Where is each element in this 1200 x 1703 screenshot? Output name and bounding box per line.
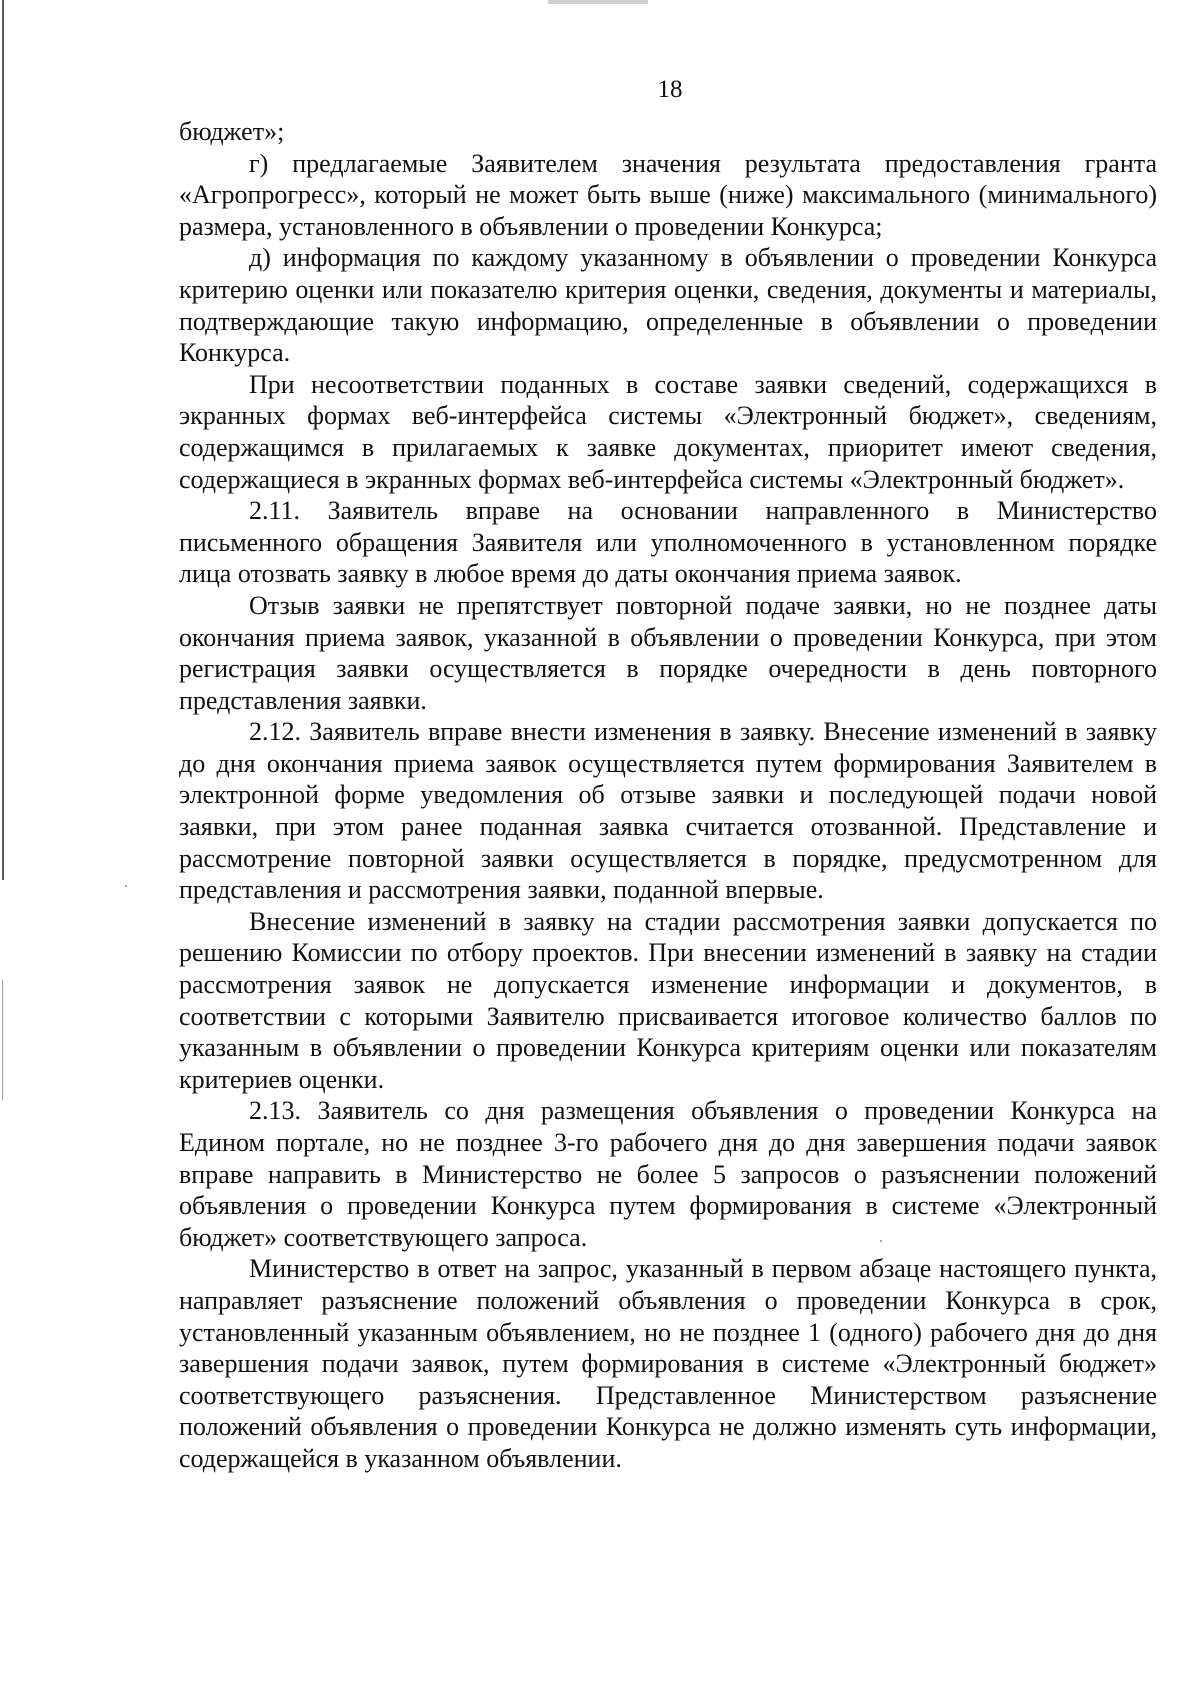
paragraph-withdrawal: Отзыв заявки не препятствует повторной подаче заявки, но не позднее даты окончания приема заявок, указанной в объявлении о проведении Конкурса, при этом регистрация заявки осуществляется в порядке очередности в день повторного представления заявки. <box>179 590 1157 715</box>
paragraph-clause-2-13: 2.13. Заявитель со дня размещения объявления о проведении Конкурса на Едином портале, но не позднее 3-го рабочего дня до дня завершения подачи заявок вправе направить в Министерство не более 5 запросов о разъяснении положений объявления о проведении Конкурса путем формирования в системе «Электронный бюджет» соответствующего запроса. <box>179 1096 1157 1252</box>
document-body <box>179 116 1157 1475</box>
paragraph-item-d: д) информация по каждому указанному в объявлении о проведении Конкурса критерию оценки или показателю критерия оценки, сведения, документы и материалы, подтверждающие такую информацию, определенные в объявлении о проведении Конкурса. <box>179 243 1157 368</box>
paragraph-mismatch-priority: При несоответствии поданных в составе заявки сведений, содержащихся в экранных формах веб-интерфейса системы «Электронный бюджет», сведениям, содержащимся в прилагаемых к заявке документах, приоритет имеют сведения, содержащиеся в экранных формах веб-интерфейса системы «Электронный бюджет». <box>179 369 1157 494</box>
scan-top-mark <box>548 0 648 4</box>
paragraph-item-g: г) предлагаемые Заявителем значения результата предоставления гранта «Агропрогресс», который не может быть выше (ниже) максимального (минимального) размера, установленного в объявлении о проведении Конкурса; <box>179 148 1157 241</box>
paragraph-ministry-response: Министерство в ответ на запрос, указанный в первом абзаце настоящего пункта, направляет разъяснение положений объявления о проведении Конкурса в срок, установленный указанным объявлением, но не позднее 1 (одного) рабочего дня до дня завершения подачи заявок, путем формирования в системе «Электронный бюджет» соответствующего разъяснения. Представленное Министерством разъяснение положений объявления о проведении Конкурса не должно изменять суть информации, содержащейся в указанном объявлении. <box>179 1254 1157 1473</box>
paragraph-clause-2-12: 2.12. Заявитель вправе внести изменения в заявку. Внесение изменений в заявку до дня окончания приема заявок осуществляется путем формирования Заявителем в электронной форме уведомления об отзыве заявки и последующей подачи новой заявки, при этом ранее поданная заявка считается отозванной. Представление и рассмотрение повторной заявки осуществляется в порядке, предусмотренном для представления и рассмотрения заявки, поданной впервые. <box>179 717 1157 905</box>
paragraph-changes-review: Внесение изменений в заявку на стадии рассмотрения заявки допускается по решению Комиссии по отбору проектов. При внесении изменений в заявку на стадии рассмотрения заявок не допускается изменение информации и документов, в соответствии с которыми Заявителю присваивается итоговое количество баллов по указанным в объявлении о проведении Конкурса критериям оценки или показателям критериев оценки. <box>179 906 1157 1094</box>
paragraph-continuation: бюджет»; <box>179 117 285 146</box>
scan-speck <box>880 1240 882 1242</box>
scan-edge-line-lower <box>2 980 3 1100</box>
scan-speck <box>125 885 127 887</box>
page-number: 18 <box>657 76 683 103</box>
paragraph-clause-2-11: 2.11. Заявитель вправе на основании направленного в Министерство письменного обращения Заявителя или уполномоченного в установленном порядке лица отозвать заявку в любое время до даты окончания приема заявок. <box>179 496 1157 589</box>
scan-edge-line <box>2 0 4 880</box>
